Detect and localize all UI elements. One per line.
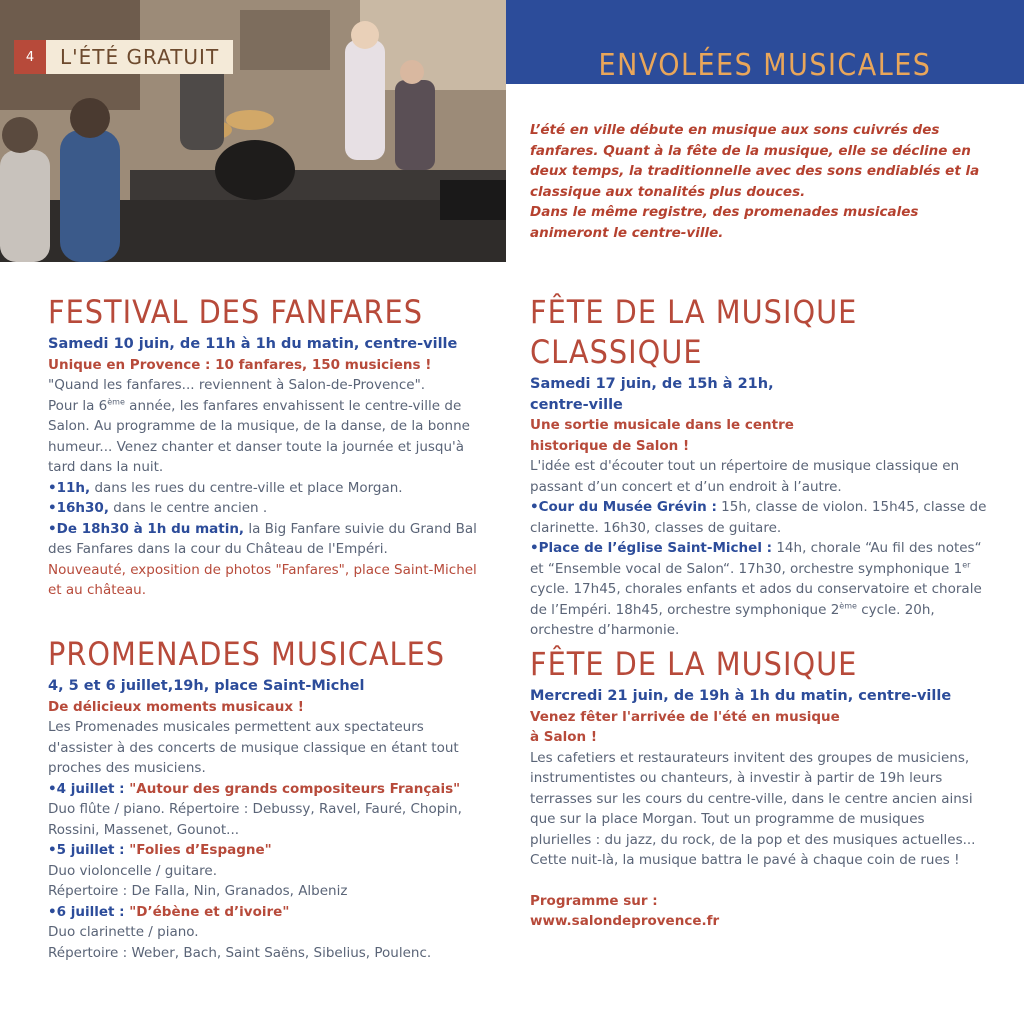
fanfares-date: Samedi 10 juin, de 11h à 1h du matin, centre-ville xyxy=(48,336,458,352)
fete-program xyxy=(530,891,990,932)
classique-paragraph: L'idée est d'écouter tout un répertoire de musique classique en passant d’un concert et d’un endroit à l’autre. xyxy=(530,458,960,495)
classique-venue-1-text: 15h, classe de violon. 15h45, classe de clarinette. 16h30, classes de guitare. xyxy=(530,499,987,536)
promenades-paragraph: Les Promenades musicales permettent aux spectateurs d'assister à des concerts de musique classique en étant tout proches des musiciens. xyxy=(48,719,459,776)
promenades-day-1-name: "Autour des grands compositeurs Français" xyxy=(129,780,461,797)
classique-venue-2-sup-2: ème xyxy=(839,601,857,610)
classique-venue-1-place: •Cour du Musée Grévin : xyxy=(530,499,717,515)
fanfares-paragraph xyxy=(48,396,488,478)
fanfares-item-2-time: •16h30, xyxy=(48,500,109,516)
promenades-day-3-text-2: Répertoire : Weber, Bach, Saint Saëns, Sibelius, Poulenc. xyxy=(48,944,432,961)
classique-title: FÊTE DE LA MUSIQUE CLASSIQUE xyxy=(530,293,858,371)
classique-date xyxy=(530,374,990,415)
fete-spacer xyxy=(530,871,990,891)
fete-title: FÊTE DE LA MUSIQUE xyxy=(530,645,858,683)
fanfares-item-3 xyxy=(48,519,488,560)
promenades-subtitle: De délicieux moments musicaux ! xyxy=(48,698,304,715)
fanfares-item-2 xyxy=(48,498,488,519)
promenades-day-2-date: •5 juillet : xyxy=(48,842,130,858)
page-number: 4 xyxy=(14,40,46,74)
promenades-day-1-text: Duo flûte / piano. Répertoire : Debussy, Ravel, Fauré, Chopin, Rossini, Massenet, Gounot... xyxy=(48,801,462,838)
classique-venue-2-text-c: cycle. 20h, orchestre d’harmonie. xyxy=(530,601,935,638)
classique-venue-2 xyxy=(530,538,990,641)
classique-subtitle-line-2: historique de Salon ! xyxy=(530,437,690,454)
fete-date: Mercredi 21 juin, de 19h à 1h du matin, centre-ville xyxy=(530,688,952,704)
promenades-day-2 xyxy=(48,840,488,861)
promenades-body xyxy=(48,717,488,963)
fete-subtitle-line-1: Venez fêter l'arrivée de l'été en musique xyxy=(530,708,840,725)
page-title: ENVOLÉES MUSICALES xyxy=(598,48,932,84)
fanfares-paragraph-a: Pour la 6 xyxy=(48,397,108,414)
fete-subtitle-line-2: à Salon ! xyxy=(530,729,598,745)
fete-program-link[interactable]: www.salondeprovence.fr xyxy=(530,913,720,929)
fete-subtitle xyxy=(530,707,990,748)
fanfares-body xyxy=(48,375,488,601)
fanfares-news: Nouveauté, exposition de photos "Fanfares", place Saint-Michel et au château. xyxy=(48,561,477,598)
fete-body xyxy=(530,748,990,891)
fanfares-item-2-text: dans le centre ancien . xyxy=(108,500,268,516)
section-tag xyxy=(14,40,233,74)
intro-paragraph-1: L’été en ville débute en musique aux sons cuivrés des fanfares. Quant à la fête de la musique, elle se décline en deux temps, la traditionnelle avec des sons endiablés et la classique aux tonalités plus douces. xyxy=(530,122,980,200)
fanfares-item-1-time: •11h, xyxy=(48,479,91,496)
classique-venue-2-text-a: 14h, chorale “Au fil des notes“ et “Ensemble vocal de Salon“. 17h30, orchestre symphonique 1 xyxy=(530,540,982,577)
intro-paragraph-2: Dans le même registre, des promenades musicales animeront le centre-ville. xyxy=(530,204,919,241)
classique-venue-2-text-b: cycle. 17h45, chorales enfants et ados du conservatoire et chorale de l’Empéri. 18h45, orchestre symphonique 2 xyxy=(530,581,982,618)
promenades-day-1 xyxy=(48,779,488,800)
section-fanfares xyxy=(48,292,488,601)
fanfares-quote: "Quand les fanfares... reviennent à Salon-de-Provence". xyxy=(48,377,426,393)
classique-body xyxy=(530,456,990,641)
promenades-day-2-name: "Folies d’Espagne" xyxy=(129,842,272,858)
promenades-day-2-text-2: Répertoire : De Falla, Nin, Granados, Albeniz xyxy=(48,883,348,899)
classique-date-line-1: Samedi 17 juin, de 15h à 21h, xyxy=(530,376,774,392)
intro-text xyxy=(530,120,1000,243)
promenades-day-3-name: "D’ébène et d’ivoire" xyxy=(129,903,290,920)
fete-paragraph: Les cafetiers et restaurateurs invitent des groupes de musiciens, instrumentistes ou chanteurs, à investir à partir de 19h leurs terrasses sur les cours du centre-ville, dans le centre ancien ainsi que sur la place Morgan. Tout un programme de musiques plurielles : du jazz, du rock, de la pop et des musiques actuelles... Cette nuit-là, la musique battra le pavé à chaque coin de rues ! xyxy=(530,749,976,868)
classique-date-line-2: centre-ville xyxy=(530,396,623,413)
fanfares-title: FESTIVAL DES FANFARES xyxy=(48,293,423,331)
promenades-day-2-text-1: Duo violoncelle / guitare. xyxy=(48,862,218,879)
promenades-day-3-date: •6 juillet : xyxy=(48,903,130,920)
section-label: L'ÉTÉ GRATUIT xyxy=(46,40,233,74)
classique-subtitle xyxy=(530,415,990,456)
section-promenades xyxy=(48,634,488,963)
fanfares-item-1 xyxy=(48,478,488,499)
classique-venue-1 xyxy=(530,497,990,538)
promenades-day-3-text-1: Duo clarinette / piano. xyxy=(48,924,199,940)
promenades-date: 4, 5 et 6 juillet,19h, place Saint-Michel xyxy=(48,678,365,694)
promenades-day-3 xyxy=(48,902,488,923)
promenades-title: PROMENADES MUSICALES xyxy=(48,635,446,673)
fanfares-paragraph-b: année, les fanfares envahissent le centre-ville de Salon. Au programme de la musique, de la danse, de la bonne humeur... Venez chanter et danser toute la journée et jusqu'à tard dans la nuit. xyxy=(48,397,470,475)
fanfares-paragraph-sup: ème xyxy=(107,397,125,406)
section-fete xyxy=(530,644,990,932)
fanfares-item-3-text: la Big Fanfare suivie du Grand Bal des Fanfares dans la cour du Château de l'Empéri. xyxy=(48,520,477,557)
classique-venue-2-sup-1: er xyxy=(962,560,971,569)
fete-program-label: Programme sur : xyxy=(530,892,658,909)
fanfares-subtitle: Unique en Provence : 10 fanfares, 150 musiciens ! xyxy=(48,356,432,373)
section-classique xyxy=(530,292,990,641)
classique-subtitle-line-1: Une sortie musicale dans le centre xyxy=(530,417,794,433)
promenades-day-1-date: •4 juillet : xyxy=(48,780,130,797)
classique-venue-2-place: •Place de l’église Saint-Michel : xyxy=(530,540,773,556)
fanfares-item-1-text: dans les rues du centre-ville et place Morgan. xyxy=(90,479,403,496)
fanfares-item-3-time: •De 18h30 à 1h du matin, xyxy=(48,520,245,537)
